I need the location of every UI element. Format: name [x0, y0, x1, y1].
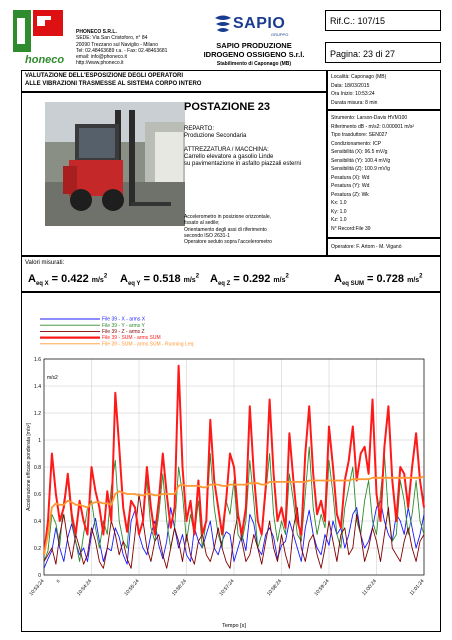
company-address-1: 20090 Trezzano sul Naviglio - Milano	[76, 41, 158, 48]
y-unit-label: m/s2	[47, 375, 58, 381]
aeq-x-value: = 0.422	[48, 273, 92, 285]
info-list	[331, 73, 386, 107]
station-box	[21, 92, 327, 256]
aeq-sum-sub: eq SUM	[341, 281, 364, 288]
aeq-sum-unit-exp: 2	[419, 273, 423, 280]
company-address-2: Tel: 02.48463689 r.a. - Fax: 02.48463681	[76, 47, 168, 54]
phoneco-logo	[13, 10, 75, 72]
page-box	[325, 42, 441, 63]
doc-page: Pagina: 23 di 27	[330, 49, 396, 59]
x-tick-label: 11:01:24	[408, 578, 426, 597]
aeq-x-unit-exp: 2	[103, 273, 108, 280]
aeq-z-value: = 0.292	[230, 273, 274, 285]
x-axis-ticks	[28, 578, 425, 597]
x-tick-label: 10:54:24	[75, 578, 94, 598]
info-location: Località: Caponago (MB)	[331, 74, 387, 80]
note-4: Operatore seduto sopra l'accelerometro	[184, 239, 272, 246]
note-2: Orientamento degli assi di riferimento	[184, 226, 267, 233]
y-tick-label: 0	[38, 572, 41, 579]
y-tick-label: 0.8	[34, 464, 41, 471]
aeq-y-unit-exp: 2	[195, 273, 200, 280]
instrument-line: Condizionamento: ICP	[331, 140, 382, 147]
y-axis-label: Accelerazione efficace ponderata [m/s²]	[26, 423, 32, 511]
aeq-sum-symbol: A	[334, 273, 342, 285]
info-date: Data: 18/03/2015	[331, 82, 370, 89]
title-line-1: VALUTAZIONE DELL'ESPOSIZIONE DEGLI OPERATORI	[25, 73, 183, 79]
station-notes	[184, 214, 272, 245]
chart-legend	[40, 317, 194, 348]
chart-box	[21, 292, 441, 632]
x-tick-label: 10:57:24	[218, 578, 236, 598]
reparto-value: Produzione Secondaria	[184, 133, 247, 139]
company-block	[76, 29, 196, 67]
machine-line-1: Carrello elevatore a gasolio Linde	[184, 154, 274, 160]
instrument-line: Ky: 1.0	[331, 208, 347, 215]
instrument-line: Sensibilità (X): 96.5 mV/g	[331, 149, 388, 155]
instrument-line: Kz: 1.0	[331, 217, 347, 223]
machine-label: ATTREZZATURA / MACCHINA:	[184, 147, 269, 153]
instrument-line: Riferimento dB - m/s2: 0.000001 m/s²	[331, 123, 415, 130]
forklift-photo	[45, 102, 185, 226]
y-axis-ticks	[34, 357, 41, 579]
sapio-logo-sub: GRUPPO	[271, 32, 289, 37]
x-tick-label: 10:56:24	[170, 578, 189, 598]
ref-box	[325, 10, 441, 31]
instrument-line: Strumento: Larson-Davis HVM100	[331, 115, 408, 121]
note-1: fissato al sedile;	[184, 220, 220, 227]
machine-line-2: su pavimentazione in asfalto piazzali esterni	[184, 161, 302, 167]
aeq-x-unit: m/s	[91, 277, 104, 284]
company-website: http://www.phoneco.it	[76, 60, 124, 67]
y-tick-label: 1.2	[34, 410, 41, 417]
aeq-y-sub: eq Y	[127, 281, 141, 288]
operators: Operatore: F. Artom - M. Viganò	[331, 244, 402, 250]
info-duration: Durata misura: 8 min	[331, 99, 378, 106]
title-line-2: ALLE VIBRAZIONI TRASMESSE AL SISTEMA CORPO INTERO	[25, 81, 202, 87]
aeq-x-sub: eq X	[35, 281, 49, 288]
operators-box	[327, 238, 441, 256]
measures-box	[21, 256, 441, 292]
note-3: secondo ISO 2631-1	[184, 232, 230, 239]
client-name-2: IDROGENO OSSIGENO S.r.l.	[203, 50, 305, 59]
instrument-line: N° Record:File 39	[331, 225, 371, 232]
aeq-y	[120, 273, 199, 287]
instrument-line: Kx: 1.0	[331, 200, 347, 206]
x-tick-label: 10:58:24	[265, 578, 284, 598]
acceleration-chart	[22, 293, 440, 631]
aeq-x-symbol: A	[28, 273, 36, 285]
client-name-1: SAPIO PRODUZIONE	[216, 41, 292, 50]
instrument-list	[331, 114, 414, 233]
x-tick-label: 10:53:24	[28, 578, 46, 598]
info-start-time: Ora Inizio: 10:53:24	[331, 91, 375, 97]
instrument-line: Sensibilità (Y): 100.4 mV/g	[331, 157, 391, 164]
instrument-line: Tipo trasduttore: SEN027	[331, 132, 388, 138]
y-tick-label: 0.2	[34, 545, 41, 552]
aeq-y-symbol: A	[120, 273, 128, 285]
client-site: Stabilimento di Caponago (MB)	[216, 61, 292, 67]
title-box	[21, 70, 327, 92]
y-tick-label: 0.4	[34, 518, 41, 525]
aeq-z	[210, 273, 289, 287]
legend-label-y: File 39 - Y - arms Y	[102, 322, 145, 329]
legend-label-sum: File 39 - SUM - arms SUM	[102, 335, 161, 342]
x-tick-label: 11:00:24	[361, 578, 379, 597]
instrument-box	[327, 110, 441, 238]
aeq-y-value: = 0.518	[140, 273, 184, 285]
legend-label-x: File 39 - X - arms X	[102, 316, 146, 323]
x-tick-label: 10:59:24	[313, 578, 331, 598]
x-tick-label: s	[55, 578, 62, 585]
aeq-sum-value: = 0.728	[363, 273, 408, 285]
note-0: Accelerometro in posizione orizzontale,	[184, 214, 271, 220]
y-tick-label: 1.4	[34, 383, 41, 390]
instrument-line: Pesatura (Y): Wd	[331, 183, 370, 189]
instrument-line: Pesatura (Z): Wk	[331, 191, 369, 198]
company-name: PHONECO S.R.L.	[76, 29, 117, 35]
aeq-sum-unit: m/s	[407, 277, 420, 284]
company-address-0: SEDE: Via San Cristoforo, n° 84	[76, 35, 148, 42]
aeq-sum	[334, 273, 423, 287]
station-title: POSTAZIONE 23	[184, 101, 270, 113]
sapio-logo	[213, 14, 291, 38]
aeq-z-symbol: A	[210, 273, 218, 285]
aeq-z-sub: eq Z	[217, 281, 231, 288]
aeq-x	[28, 273, 107, 287]
x-tick-label: 10:55:24	[123, 578, 141, 598]
x-axis-label: Tempo [s]	[222, 623, 246, 629]
sapio-logo-text: SAPIO	[233, 15, 286, 32]
doc-ref: Rif.C.: 107/15	[330, 16, 386, 26]
instrument-line: Pesatura (X): Wd	[331, 174, 370, 181]
measures-label: Valori misurati:	[25, 260, 65, 266]
phoneco-logo-text: honeco	[25, 54, 65, 66]
reparto-label: REPARTO:	[184, 126, 215, 132]
company-email: email: info@phoneco.it	[76, 54, 127, 61]
aeq-z-unit: m/s	[273, 277, 286, 284]
info-box	[327, 70, 441, 110]
y-tick-label: 1.6	[34, 356, 41, 363]
y-tick-label: 0.6	[34, 491, 41, 498]
aeq-z-unit-exp: 2	[285, 273, 289, 280]
aeq-y-unit: m/s	[183, 277, 196, 284]
legend-label-z: File 39 - Z - arms Z	[102, 329, 145, 335]
instrument-line: Sensibilità (Z): 100.9 mV/g	[331, 166, 390, 172]
forklift-photo-image	[45, 102, 185, 226]
legend-label-leq: File 39 - SUM - arms SUM - Running Leq	[102, 341, 194, 348]
y-tick-label: 1	[38, 437, 41, 444]
